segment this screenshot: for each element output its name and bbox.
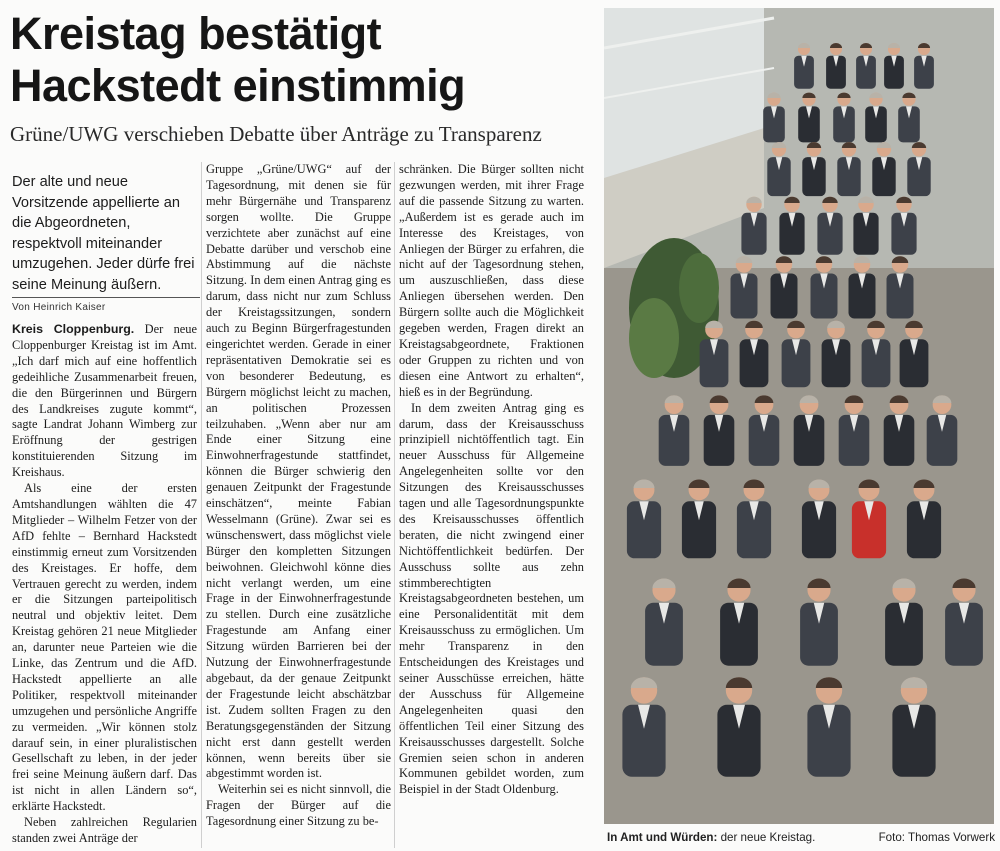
caption-label: In Amt und Würden: [607,831,718,844]
column-1-paragraph-1 [12,322,197,481]
headline-line-2: Hackstedt einstimmig [10,60,466,111]
column-divider [201,162,202,848]
article-subheadline: Grüne/UWG verschieben Debatte über Anträge zu Transparenz [10,122,542,146]
photo-credit: Foto: Thomas Vorwerk [878,831,995,844]
group-photo-illustration [604,8,994,824]
caption-text: der neue Kreistag. [717,831,816,844]
article-column-1 [12,322,197,848]
column-3-paragraph-2: In dem zweiten Antrag ging es darum, dass der Kreisausschuss prinzipiell nichtöffentlich tagt. Ein neuer Ausschuss für Allgemeine Angelegenheiten sollte vor den Sitzungen des Kreisausschusses tagen und alle Tagesordnungspunkte des Kreisausschusses öffentlich beraten, die nicht zwingend einer Nichtöffentlichkeit bedürfen. Der Ausschuss sollte aus zehn stimmberechtigten Kreistagsabgeordneten bestehen, um eine Personalidentität mit dem Kreisausschuss zu ermöglichen. Um mehr Transparenz in den Entscheidungen des Kreistages und seiner Ausschüsse erreichen, hätte der Ausschuss für Allgemeine Angelegenheiten quasi den öffentlichen Teil einer Sitzung des Kreisausschusses dargestellt. Solche Gremien seien schon in anderen Kommunen gebildet worden, zum Beispiel in der Stadt Oldenburg. [399,400,584,797]
column-2-paragraph-2: Weiterhin sei es nicht sinnvoll, die Fragen der Bürger auf die Tagesordnung einer Sitzung zu be- [206,782,391,829]
column-divider [394,162,395,848]
column-1-paragraph-3: Neben zahlreichen Regularien standen zwei Anträge der [12,815,197,845]
group-photo [604,8,994,824]
dateline: Kreis Cloppenburg. [12,322,135,336]
headline-line-1: Kreistag bestätigt [10,8,382,59]
article-column-2 [206,162,391,848]
article-headline [10,8,590,112]
column-1-paragraph-2: Als eine der ersten Amtshandlungen wählten die 47 Mitglieder – Wilhelm Fetzer von der AfD fehlte – Bernhard Hackstedt einstimmig erneut zum Vorsitzenden des Kreistages. Er hoffe, dem Vertrauen gerecht zu werden, indem er die Sitzungen parteipolitisch neutral und objektiv leitet. Dem Kreistag gehören 21 neue Mitglieder an, darunter neue Parteien wie die Linke, das Zentrum und die AfD. Hackstedt appellierte an alle Politiker, respektvoll miteinander umzugehen und persönliche Angriffe zu vermeiden. „Wir können stolz darauf sein, in einer pluralistischen Gesellschaft zu leben, in der jeder frei seine Meinung äußern darf. Das ist nicht in allen Ländern so“, erklärte Hackstedt. [12,481,197,814]
article-author: Von Heinrich Kaiser [12,297,200,313]
column-3-paragraph-1: schränken. Die Bürger sollten nicht gezwungen werden, mit ihrer Frage auf die passende Sitzung zu warten. „Außerdem ist es gerade auch im Interesse des Kreistages, von Anliegen der Bürger zu erfahren, die nicht auf der Tagesordnung stehen, um auszuschließen, dass diese Anliegen übersehen werden. Den Bürgern sollte auch die Möglichkeit gegeben werden, Fragen direkt an Kreistagsabgeordnete, Fraktionen oder Gruppen zu richten und von diesen eine Antwort zu erhalten“, hieß es in der Begründung. [399,162,584,399]
column-2-paragraph-1: Gruppe „Grüne/UWG“ auf der Tagesordnung, mit denen sie für mehr Bürgernähe und Transparenz sorgen wollte. Die Gruppe verzichtete aber zunächst auf eine Debatte darüber und verschob eine Abstimmung auf die nächste Sitzung. In dem einen Antrag ging es darum, dass nicht nur zum Schluss der Kreistagssitzungen, sondern auch zu Beginn Bürgerfragestunden eingerichtet werden. Gerade in einer repräsentativen Demokratie sei es von besonderer Bedeutung, es Bürgern möglichst leicht zu machen, an politischen Prozessen teilzuhaben. „Wenn aber nur am Ende einer Sitzung eine Einwohnerfragestunde stattfindet, können die Bürger schwierig den genauen Zeitpunkt der Fragestunde einschätzen“, meinte Fabian Wesselmann (Grüne). Zwar sei es wünschenswert, dass möglichst viele Bürger den kompletten Sitzungen beiwohnen. Gleichwohl könne dies nicht verlangt werden, um eine Frage in der Einwohnerfragestunde zu stellen. Durch eine zusätzliche Fragestunde am Anfang einer Sitzung würden Barrieren bei der Nutzung der Einwohnerfragestunde abgebaut, da der genaue Zeitpunkt der Fragestunde leicht abschätzbar ist. Zudem sollten Fragen zu den Beratungsgegenständen der Sitzung nicht erst dann gestellt werden können, wenn bereits über sie abgestimmt worden ist. [206,162,391,781]
column-1-text-1: Der neue Cloppenburger Kreistag ist im Amt. „Ich darf mich auf eine hoffentlich gedeihliche Zusammenarbeit freuen, die den Bürgerinnen und Bürgern des Landkreises zugute kommt“, sagte Landrat Johann Wimberg zur Eröffnung der gestrigen konstituierenden Sitzung im Kreishaus. [12,322,197,480]
article-column-3 [399,162,584,848]
photo-caption [607,831,995,844]
article-lead: Der alte und neue Vorsitzende appellierte an die Abgeordneten, respektvoll miteinander umzugehen. Jeder dürfe frei seine Meinung äußern. [12,174,195,293]
